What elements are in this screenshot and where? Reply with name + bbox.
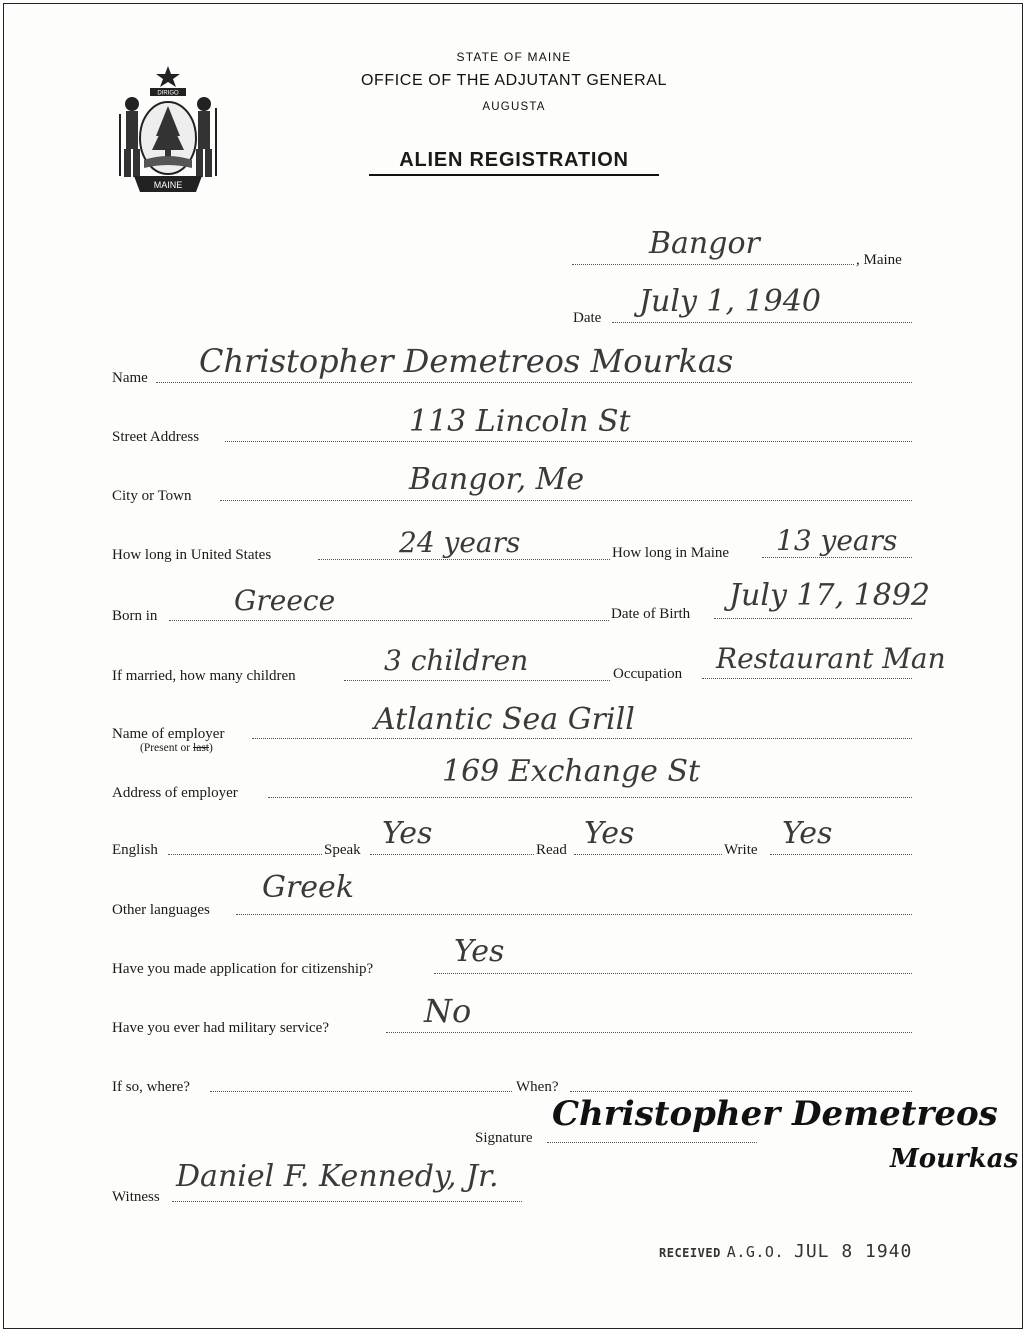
signature-line2: Mourkas bbox=[890, 1144, 1019, 1174]
street-line bbox=[225, 441, 912, 442]
seal-banner: MAINE bbox=[153, 180, 183, 190]
born-value: Greece bbox=[234, 584, 336, 617]
children-line bbox=[344, 680, 610, 681]
header-city: AUGUSTA bbox=[482, 101, 546, 113]
registration-form bbox=[3, 3, 1023, 1329]
signature-label: Signature bbox=[475, 1130, 533, 1146]
date-value: July 1, 1940 bbox=[639, 284, 821, 319]
military-label: Have you ever had military service? bbox=[112, 1020, 329, 1036]
stamp-prefix: RECEIVED bbox=[659, 1246, 721, 1260]
speak-line bbox=[370, 854, 534, 855]
received-stamp bbox=[659, 1241, 912, 1262]
maine-time-line bbox=[762, 557, 912, 558]
street-value: 113 Lincoln St bbox=[409, 404, 631, 439]
read-line bbox=[574, 854, 722, 855]
children-value: 3 children bbox=[384, 644, 529, 677]
header-state: STATE OF MAINE bbox=[456, 50, 572, 64]
witness-label: Witness bbox=[112, 1189, 160, 1205]
dob-value: July 17, 1892 bbox=[729, 578, 931, 613]
place-line bbox=[572, 264, 854, 265]
witness-line bbox=[172, 1201, 522, 1202]
other-languages-line bbox=[236, 914, 912, 915]
maine-time-value: 13 years bbox=[776, 524, 898, 557]
occupation-value: Restaurant Man bbox=[716, 642, 946, 675]
born-line bbox=[169, 620, 609, 621]
english-label: English bbox=[112, 842, 158, 858]
street-label: Street Address bbox=[112, 429, 200, 445]
children-label: If married, how many children bbox=[112, 668, 296, 684]
speak-value: Yes bbox=[382, 816, 433, 851]
military-value: No bbox=[424, 992, 472, 1030]
military-line bbox=[386, 1032, 912, 1033]
us-time-line bbox=[318, 559, 610, 560]
signature-line bbox=[547, 1142, 757, 1143]
name-value: Christopher Demetreos Mourkas bbox=[199, 342, 734, 380]
write-value: Yes bbox=[782, 816, 833, 851]
when-label: When? bbox=[516, 1079, 559, 1095]
seal-motto: DIRIGO bbox=[157, 90, 179, 97]
place-suffix: , Maine bbox=[856, 252, 902, 268]
city-line bbox=[220, 500, 912, 501]
citizenship-label: Have you made application for citizenship? bbox=[112, 961, 374, 977]
when-line bbox=[570, 1091, 912, 1092]
maine-time-label: How long in Maine bbox=[612, 545, 730, 561]
name-label: Name bbox=[112, 370, 148, 386]
name-line bbox=[156, 382, 912, 383]
dob-line bbox=[714, 618, 912, 619]
english-line bbox=[168, 854, 322, 855]
speak-label: Speak bbox=[324, 842, 361, 858]
employer-line bbox=[252, 738, 912, 739]
where-line bbox=[210, 1091, 512, 1092]
employer-value: Atlantic Sea Grill bbox=[374, 702, 635, 737]
form-title: ALIEN REGISTRATION bbox=[369, 149, 659, 176]
witness-value: Daniel F. Kennedy, Jr. bbox=[176, 1159, 499, 1194]
date-label: Date bbox=[573, 310, 602, 326]
date-line bbox=[612, 322, 912, 323]
city-value: Bangor, Me bbox=[409, 462, 585, 497]
signature-line1: Christopher Demetreos bbox=[552, 1094, 998, 1134]
occupation-line bbox=[702, 678, 912, 679]
place-value: Bangor bbox=[649, 226, 760, 261]
stamp-date: JUL 8 1940 bbox=[793, 1241, 913, 1262]
dob-label: Date of Birth bbox=[611, 606, 691, 622]
read-label: Read bbox=[536, 842, 567, 858]
citizenship-value: Yes bbox=[454, 934, 505, 969]
other-languages-value: Greek bbox=[262, 870, 354, 905]
other-languages-label: Other languages bbox=[112, 902, 210, 918]
born-label: Born in bbox=[112, 608, 158, 624]
citizenship-line bbox=[434, 973, 912, 974]
employer-address-line bbox=[268, 797, 912, 798]
employer-note: (Present or last) bbox=[140, 742, 213, 754]
header-office: OFFICE OF THE ADJUTANT GENERAL bbox=[360, 72, 668, 89]
occupation-label: Occupation bbox=[613, 666, 683, 682]
maine-state-seal-icon bbox=[112, 64, 224, 194]
write-label: Write bbox=[724, 842, 758, 858]
employer-address-value: 169 Exchange St bbox=[442, 754, 701, 789]
stamp-office: A.G.O. bbox=[726, 1243, 784, 1261]
employer-address-label: Address of employer bbox=[112, 785, 238, 801]
read-value: Yes bbox=[584, 816, 635, 851]
write-line bbox=[770, 854, 912, 855]
us-time-value: 24 years bbox=[399, 526, 521, 559]
where-label: If so, where? bbox=[112, 1079, 190, 1095]
city-label: City or Town bbox=[112, 488, 192, 504]
employer-label: Name of employer bbox=[112, 726, 225, 742]
us-time-label: How long in United States bbox=[112, 547, 272, 563]
